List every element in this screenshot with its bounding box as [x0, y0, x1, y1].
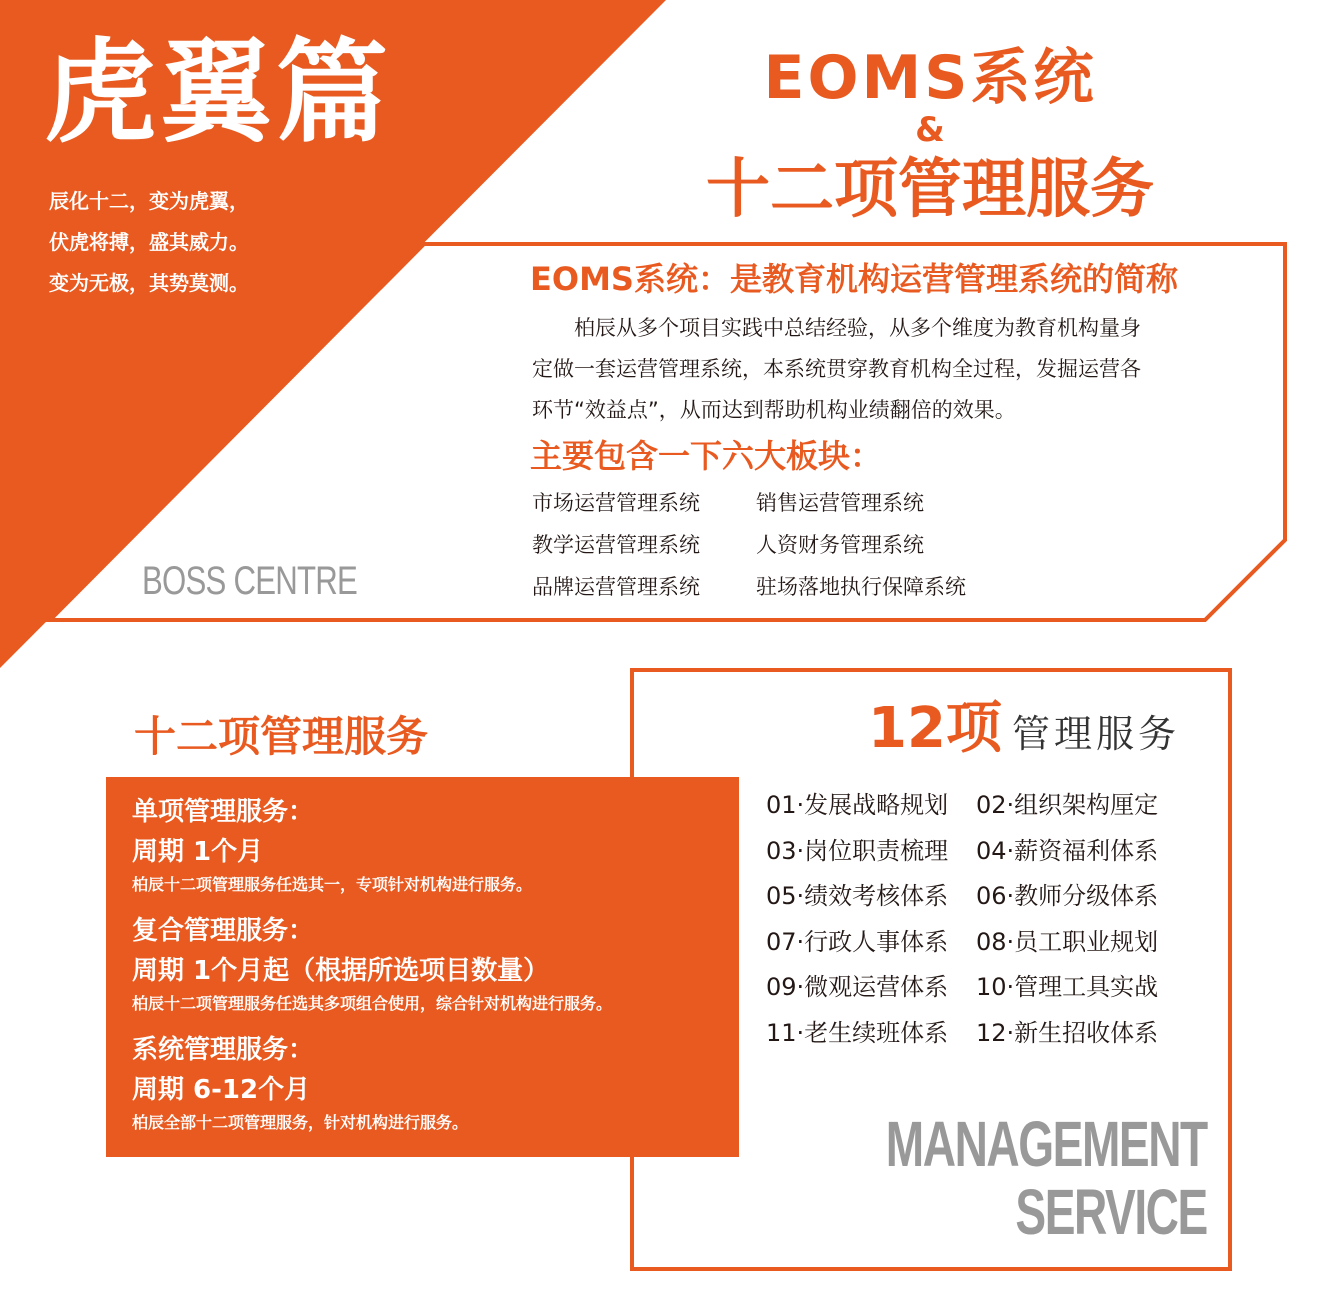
service-item: 06·教师分级体系	[976, 882, 1159, 911]
module-item: 销售运营管理系统	[756, 491, 924, 515]
module-item: 教学运营管理系统	[532, 533, 700, 557]
twelve-services-title	[868, 694, 1180, 769]
hero-verse	[49, 184, 249, 307]
tier-description: 柏辰十二项管理服务任选其一，专项针对机构进行服务。	[132, 875, 533, 894]
service-item: 08·员工职业规划	[976, 927, 1159, 956]
eoms-paragraph	[532, 308, 1232, 431]
eoms-heading-line3: 十二项管理服务	[706, 153, 1154, 227]
modules-list	[532, 482, 966, 608]
hero-verse-line: 变为无极，其势莫测。	[49, 271, 249, 295]
service-tiers-panel	[106, 777, 739, 1157]
page-title: 虎翼篇	[44, 28, 392, 158]
paragraph-line: 环节“效益点”，从而达到帮助机构业绩翻倍的效果。	[532, 398, 1016, 422]
service-row	[766, 920, 1158, 966]
service-row	[766, 874, 1158, 920]
module-item: 驻场落地执行保障系统	[756, 575, 966, 599]
tier-name: 复合管理服务：	[132, 916, 315, 946]
modules-row	[532, 566, 966, 608]
service-label: SERVICE	[1015, 1176, 1207, 1248]
service-row	[766, 965, 1158, 1011]
tier-name: 系统管理服务：	[132, 1035, 315, 1065]
tier-description: 柏辰十二项管理服务任选其多项组合使用，综合针对机构进行服务。	[132, 994, 613, 1013]
modules-row	[532, 524, 966, 566]
boss-centre-label: BOSS CENTRE	[142, 559, 358, 603]
eoms-heading-ampersand: &	[915, 110, 945, 150]
service-row	[766, 783, 1158, 829]
hero-verse-line: 伏虎将搏，盛其威力。	[49, 230, 249, 254]
service-tier	[132, 912, 612, 1016]
twelve-services-list	[766, 783, 1158, 1057]
service-item: 12·新生招收体系	[976, 1018, 1159, 1047]
services-heading: 十二项管理服务	[134, 712, 429, 761]
service-item: 05·绩效考核体系	[766, 882, 949, 911]
paragraph-line: 柏辰从多个项目实践中总结经验，从多个维度为教育机构量身	[532, 316, 1141, 340]
twelve-count: 12项	[868, 696, 1002, 761]
service-tier	[132, 793, 532, 897]
tier-cycle: 周期 1个月	[132, 837, 264, 867]
tier-description: 柏辰全部十二项管理服务，针对机构进行服务。	[132, 1113, 469, 1132]
service-item: 11·老生续班体系	[766, 1018, 949, 1047]
service-item: 07·行政人事体系	[766, 927, 949, 956]
service-item: 03·岗位职责梳理	[766, 836, 949, 865]
twelve-caption: 管理服务	[1011, 712, 1180, 756]
tier-cycle: 周期 6-12个月	[132, 1075, 311, 1105]
module-item: 品牌运营管理系统	[532, 575, 700, 599]
module-item: 人资财务管理系统	[756, 533, 924, 557]
modules-row	[532, 482, 966, 524]
eoms-subtitle: EOMS系统：是教育机构运营管理系统的简称	[530, 260, 1178, 298]
management-label: MANAGEMENT	[886, 1108, 1207, 1180]
paragraph-line: 定做一套运营管理系统，本系统贯穿教育机构全过程，发掘运营各	[532, 357, 1141, 381]
service-item: 01·发展战略规划	[766, 791, 949, 819]
tier-cycle: 周期 1个月起（根据所选项目数量）	[132, 956, 550, 986]
service-row	[766, 1011, 1158, 1057]
service-tier	[132, 1031, 468, 1135]
service-item: 10·管理工具实战	[976, 973, 1159, 1002]
hero-verse-line: 辰化十二，变为虎翼，	[49, 189, 249, 213]
service-row	[766, 829, 1158, 875]
eoms-heading-line1: EOMS系统	[763, 43, 1097, 113]
module-item: 市场运营管理系统	[532, 491, 700, 515]
modules-heading: 主要包含一下六大板块：	[530, 437, 883, 475]
service-item: 04·薪资福利体系	[976, 836, 1159, 865]
service-item: 09·微观运营体系	[766, 973, 949, 1002]
tier-name: 单项管理服务：	[132, 797, 315, 827]
service-item: 02·组织架构厘定	[976, 791, 1159, 819]
